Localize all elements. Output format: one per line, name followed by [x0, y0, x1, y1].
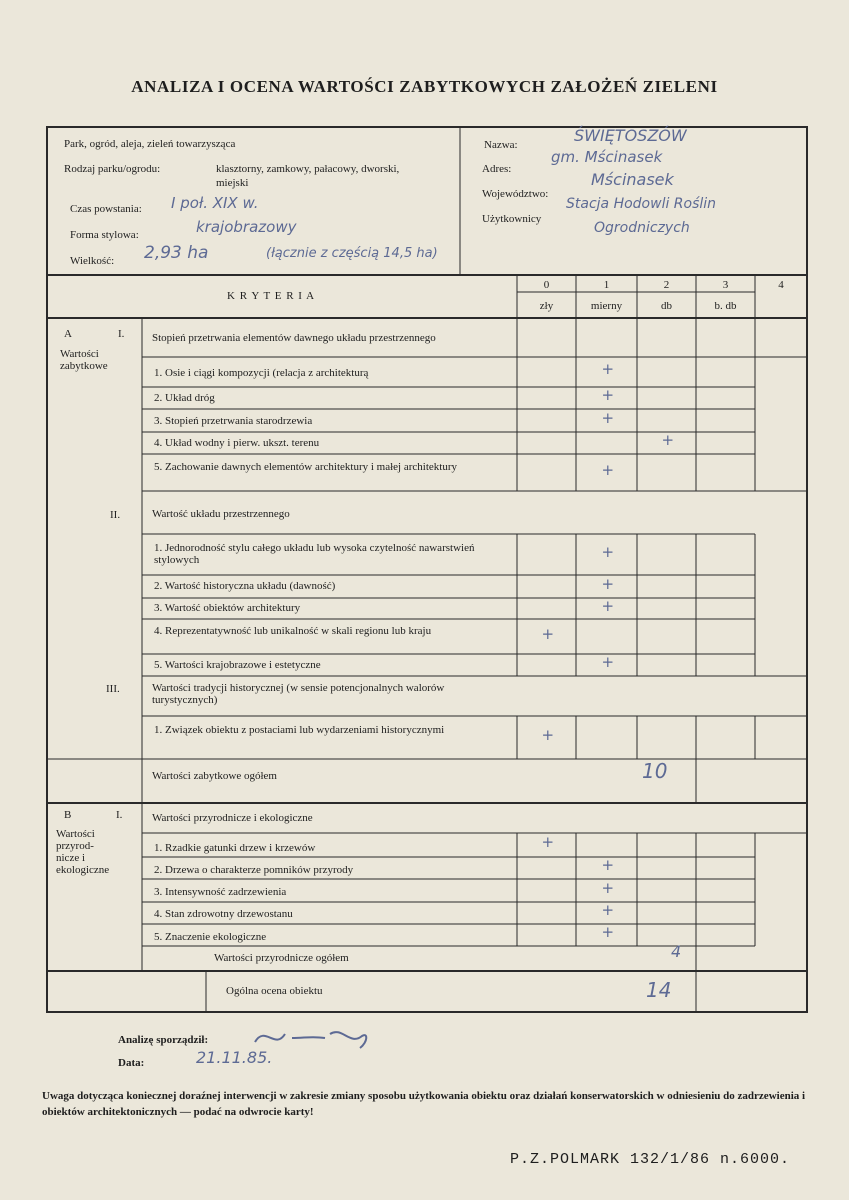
section-a-name: Wartości zabytkowe [60, 348, 108, 372]
rating-mark-a2-1: + [601, 542, 615, 561]
date-value: 21.11.85. [196, 1048, 273, 1067]
scale-word-2: db [661, 300, 672, 312]
b1-item-2: 2. Drzewa o charakterze pomników przyrody [154, 864, 354, 876]
size-note: (łącznie z częścią 14,5 ha) [266, 246, 438, 261]
rating-mark-b1-3: + [601, 878, 615, 897]
created-label: Czas powstania: [70, 203, 142, 215]
name-label: Nazwa: [484, 139, 518, 151]
address-label: Adres: [482, 163, 512, 175]
analyst-label: Analizę sporządził: [118, 1034, 209, 1046]
rating-mark-a1-3: + [601, 408, 615, 427]
rating-mark-a1-1: + [601, 360, 615, 378]
a1-item-2: 2. Układ dróg [154, 392, 215, 404]
overall-label: Ogólna ocena obiektu [226, 985, 323, 997]
rating-mark-a1-4: + [661, 431, 675, 449]
rating-mark-a1-2: + [601, 386, 615, 404]
kind-options: klasztorny, zamkowy, pałacowy, dworski, [216, 163, 400, 175]
a2-item-5: 5. Wartości krajobrazowe i estetyczne [154, 659, 321, 671]
rating-mark-a2-2: + [601, 574, 615, 593]
a1-item-5: 5. Zachowanie dawnych elementów architektury i małej architektury [154, 461, 457, 473]
section-a-roman-3: III. [106, 683, 120, 695]
a2-item-1: 1. Jednorodność stylu całego układu lub wysoka czytelność nawarstwień stylowych [154, 542, 475, 566]
style-value: krajobrazowy [196, 218, 297, 236]
a2-item-3: 3. Wartość obiektów architektury [154, 602, 301, 614]
voivodeship-label: Województwo: [482, 188, 549, 200]
scale-word-3: b. db [714, 300, 737, 312]
a1-item-4: 4. Układ wodny i pierw. ukszt. terenu [154, 437, 320, 449]
section-b-name: Wartości przyrod-nicze i ekologiczne [56, 828, 110, 876]
rating-mark-b1-2: + [601, 856, 615, 874]
rating-mark-a2-4: + [541, 624, 555, 643]
b1-title: Wartości przyrodnicze i ekologiczne [152, 812, 313, 824]
rating-mark-b1-1: + [541, 833, 555, 851]
rating-mark-a1-5: + [601, 460, 615, 479]
scale-4: 4 [778, 279, 784, 291]
scale-2: 2 [663, 279, 670, 291]
type-label: Park, ogród, aleja, zieleń towarzysząca [64, 138, 236, 150]
b1-item-1: 1. Rzadkie gatunki drzew i krzewów [154, 842, 316, 854]
size-label: Wielkość: [70, 255, 115, 267]
a1-title: Stopień przetrwania elementów dawnego układu przestrzennego [152, 332, 436, 344]
rating-mark-a2-3: + [601, 596, 615, 615]
overall-value: 14 [646, 978, 672, 1002]
section-b-letter: B [64, 809, 72, 821]
a-total-label: Wartości zabytkowe ogółem [152, 770, 277, 782]
users-value-2: Ogrodniczych [594, 220, 690, 236]
print-code: P.Z.POLMARK 132/1/86 n.6000. [510, 1151, 791, 1168]
date-label: Data: [118, 1057, 145, 1069]
section-a-letter: A [64, 328, 72, 340]
scale-word-1: mierny [590, 300, 623, 312]
users-value: Stacja Hodowli Roślin [566, 196, 717, 212]
kryteria-label: K R Y T E R I A [227, 290, 316, 302]
rating-mark-a3-1: + [541, 725, 555, 744]
users-label: Użytkownicy [482, 213, 542, 225]
scale-1: 1 [603, 279, 610, 291]
form-frame [46, 126, 808, 1013]
kind-options-2: miejski [216, 177, 249, 189]
a1-item-3: 3. Stopień przetrwania starodrzewia [154, 415, 313, 427]
a3-title: Wartości tradycji historycznej (w sensie potencjonalnych walorów turystycznych) [152, 682, 445, 706]
address-value: Mścinasek [591, 170, 674, 189]
name-value-2: gm. Mścinasek [551, 148, 663, 166]
a3-item-1: 1. Związek obiektu z postaciami lub wydarzeniami historycznymi [154, 724, 445, 736]
scale-word-0: zły [539, 300, 554, 312]
rating-mark-a2-5: + [601, 653, 615, 671]
b1-item-3: 3. Intensywność zadrzewienia [154, 886, 287, 898]
kind-label: Rodzaj parku/ogrodu: [64, 163, 161, 175]
size-value: 2,93 ha [144, 243, 209, 263]
section-b-roman-1: I. [116, 809, 123, 821]
a2-item-4: 4. Reprezentatywność lub unikalność w skali regionu lub kraju [154, 625, 432, 637]
scale-3: 3 [722, 279, 729, 291]
a2-item-2: 2. Wartość historyczna układu (dawność) [154, 580, 336, 592]
b-total-value: 4 [671, 942, 682, 961]
style-label: Forma stylowa: [70, 229, 139, 241]
name-value: ŚWIĘTOSZÓW [574, 126, 687, 145]
rating-mark-b1-4: + [601, 901, 615, 919]
section-a-roman-1: I. [118, 328, 125, 340]
created-value: I poł. XIX w. [171, 194, 259, 212]
scale-0: 0 [543, 279, 550, 291]
section-a-roman-2: II. [110, 509, 121, 521]
form-title: ANALIZA I OCENA WARTOŚCI ZABYTKOWYCH ZAŁOŻEŃ ZIELENI [131, 77, 718, 96]
a2-title: Wartość układu przestrzennego [152, 508, 290, 520]
b-total-label: Wartości przyrodnicze ogółem [214, 952, 349, 964]
a-total-value: 10 [642, 759, 668, 783]
rating-mark-b1-5: + [601, 923, 615, 941]
b1-item-4: 4. Stan zdrowotny drzewostanu [154, 908, 293, 920]
a1-item-1: 1. Osie i ciągi kompozycji (relacja z architekturą [154, 367, 369, 379]
b1-item-5: 5. Znaczenie ekologiczne [154, 931, 267, 943]
footer-note: Uwaga dotycząca koniecznej doraźnej interwencji w zakresie zmiany sposobu użytkowania obiektu oraz działań konserwatorskich w odniesieniu do zadrzewienia i obiektów architektonicznych — podać na odwrocie karty! [42, 1090, 806, 1118]
